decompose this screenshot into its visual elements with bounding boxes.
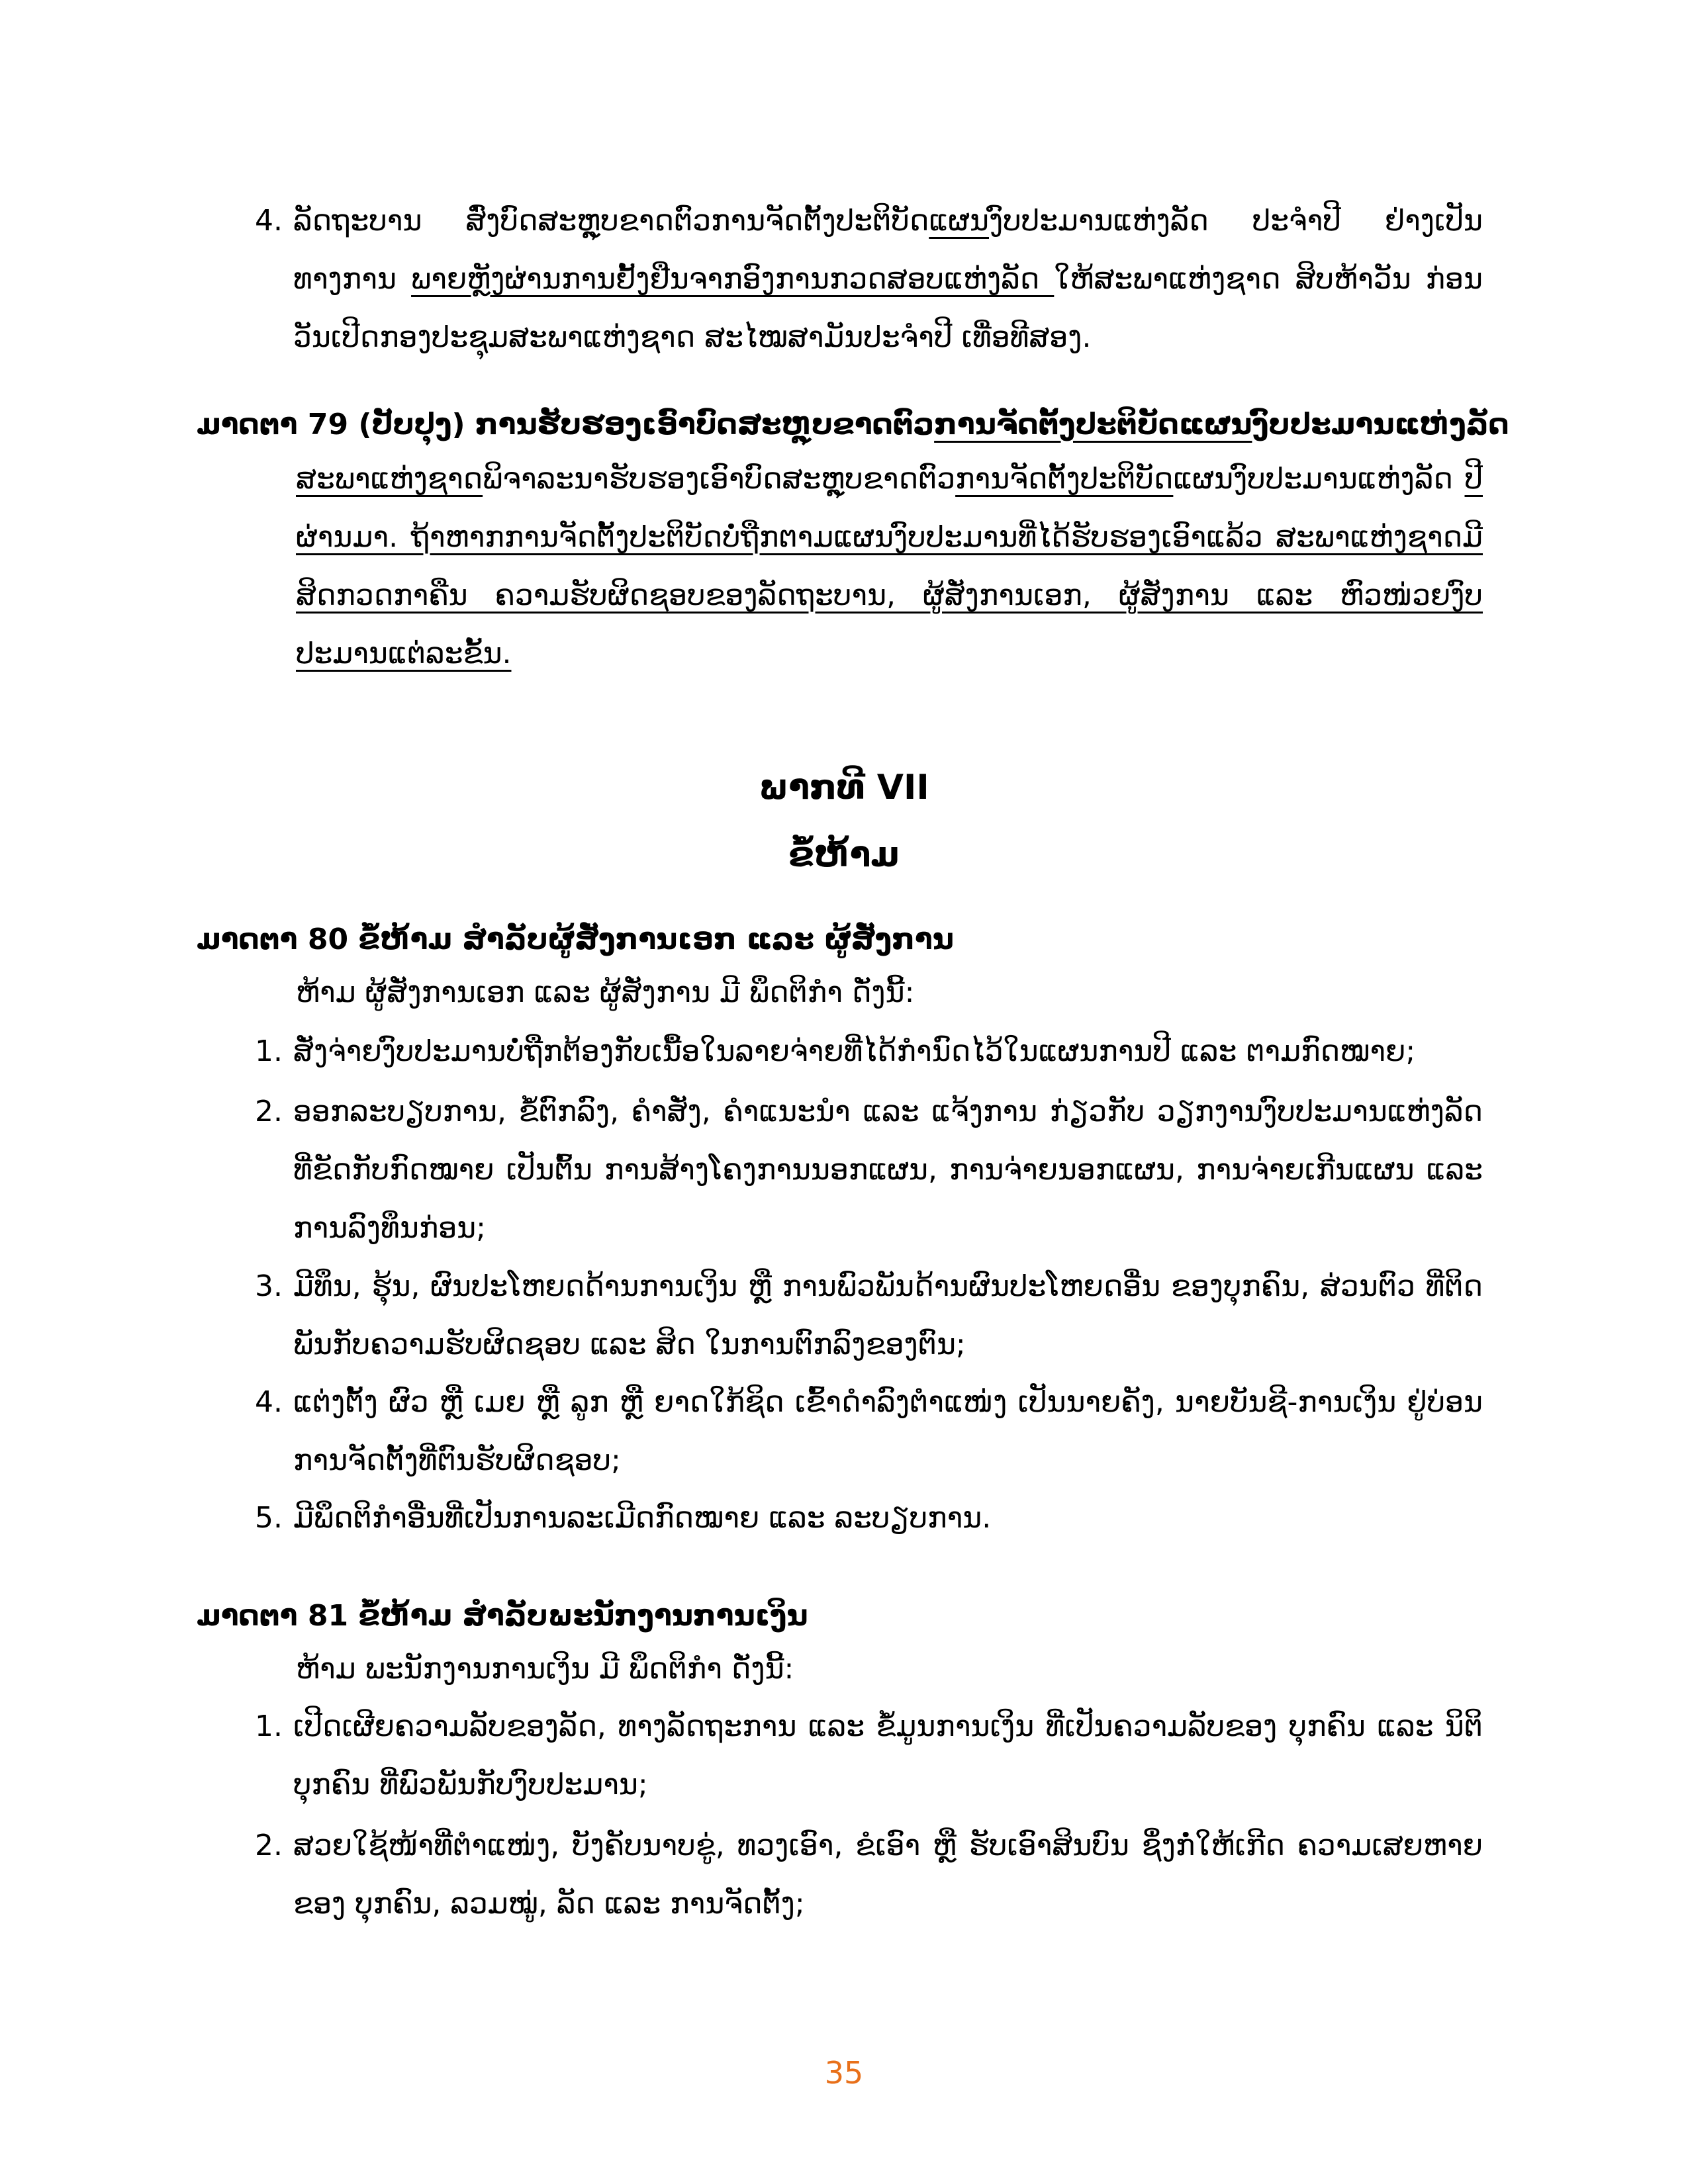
paragraph: [197, 450, 1483, 683]
underlined-text: ສະພາແຫ່ງຊາດ: [296, 462, 483, 496]
list-item-text: ເປີດເຜີຍຄວາມລັບຂອງລັດ, ທາງລັດຖະການ ແລະ ຂໍ້ມູນການເງິນ ທີ່ເປັນຄວາມລັບຂອງ ບຸກຄົນ ແລະ ນິຕິບຸກຄົນ ທີ່ພົວພັນກັບງົບປະມານ;: [293, 1709, 1483, 1801]
part-subtitle: ຂໍ້ຫ້າມ: [788, 835, 900, 875]
article-80-item-1: [255, 1023, 1483, 1081]
list-number: 4.: [255, 1385, 283, 1419]
list-number: 4.: [255, 204, 283, 238]
article-80-item-2: [255, 1083, 1483, 1257]
text-segment: ລັດຖະບານ ສົ່ງບົດສະຫຼຸບຂາດຕົວການຈັດຕັ້ງປະຕິບັດ: [293, 204, 929, 238]
text-segment: ງົບປະມານແຫ່ງລັດ ປະຈຳປີ ຢ່າງເປັນທາງການ: [293, 204, 1483, 296]
list-number: 5.: [255, 1501, 283, 1535]
underlined-text: ການຈັດຕັ້ງປະຕິບັດ: [955, 462, 1174, 496]
part-title: ພາກທີ VII: [759, 768, 929, 807]
page-number: 35: [824, 2055, 864, 2091]
underlined-text: ແຜນ: [929, 204, 989, 238]
article-79-body: [197, 450, 1483, 683]
list-number: 1.: [255, 1709, 283, 1743]
list-number: 2.: [255, 1095, 283, 1128]
article-80-item-3: [255, 1257, 1483, 1374]
underlined-text: ພາຍຫຼັງຜ່ານການຢັ້ງຢືນຈາກອົງການກວດສອບແຫ່ງລັດ: [411, 262, 1055, 296]
list-item-text: ສັ່ງຈ່າຍງົບປະມານບໍ່ຖືກຕ້ອງກັບເນື້ອໃນລາຍຈ່າຍທີ່ໄດ້ກຳນົດໄວ້ໃນແຜນການປີ ແລະ ຕາມກົດໝາຍ;: [293, 1034, 1416, 1068]
article-81-item-2: [255, 1817, 1483, 1933]
article-80-heading: ມາດຕາ 80 ຂໍ້ຫ້າມ ສຳລັບຜູ້ສັ່ງການເອກ ແລະ ຜູ້ສັ່ງການ: [197, 923, 954, 956]
heading-text: ງົບປະມານແຫ່ງລັດ: [1252, 408, 1509, 441]
text-segment: ໃຫ້ສະພາແຫ່ງຊາດ ສິບຫ້າວັນ ກ່ອນວັນເປີດກອງປະຊຸມສະພາແຫ່ງຊາດ ສະໄໝສາມັນປະຈຳປີ ເທື່ອທີສອງ.: [293, 262, 1483, 354]
text-segment: ພິຈາລະນາຮັບຮອງເອົາບົດສະຫຼຸບຂາດຕົວ: [483, 462, 956, 496]
article-80-intro: ຫ້າມ ຜູ້ສັ່ງການເອກ ແລະ ຜູ້ສັ່ງການ ມີ ພຶດຕິກຳ ດັ່ງນີ້:: [296, 976, 915, 1009]
list-number: 2.: [255, 1829, 283, 1862]
article-78-item-4: [255, 192, 1483, 367]
list-item-text: ມີພຶດຕິກຳອື່ນທີ່ເປັນການລະເມີດກົດໝາຍ ແລະ ລະບຽບການ.: [293, 1501, 992, 1535]
list-number: 1.: [255, 1034, 283, 1068]
list-item-text: [293, 192, 1483, 367]
article-80-item-5: [255, 1489, 1483, 1547]
article-79-heading: [197, 398, 1509, 451]
heading-text: ມາດຕາ 79 (ປັບປຸງ) ການຮັບຮອງເອົາບົດສະຫຼຸບຂາດຕົວ: [197, 408, 935, 441]
list-item-text: ມີທຶນ, ຮຸ້ນ, ຜົນປະໂຫຍດດ້ານການເງິນ ຫຼື ການພົວພັນດ້ານຜົນປະໂຫຍດອື່ນ ຂອງບຸກຄົນ, ສ່ວນຕົວ ທີ່ຕິດພັນກັບຄວາມຮັບຜິດຊອບ ແລະ ສິດ ໃນການຕົກລົງຂອງຕົນ;: [293, 1269, 1483, 1361]
underlined-text: ການຈັດຕັ້ງປະຕິບັດແຜນ: [934, 408, 1252, 441]
list-item-text: ອອກລະບຽບການ, ຂໍ້ຕົກລົງ, ຄຳສັ່ງ, ຄຳແນະນຳ ແລະ ແຈ້ງການ ກ່ຽວກັບ ວຽກງານງົບປະມານແຫ່ງລັດ ທີ່ຂັດກັບກົດໝາຍ ເປັນຕົ້ນ ການສ້າງໂຄງການນອກແຜນ, ການຈ່າຍນອກແຜນ, ການຈ່າຍເກີນແຜນ ແລະ ການລົງທຶນກ່ອນ;: [293, 1095, 1483, 1245]
article-81-intro: ຫ້າມ ພະນັກງານການເງິນ ມີ ພຶດຕິກຳ ດັ່ງນີ້:: [296, 1652, 794, 1686]
text-segment: ແຜນງົບປະມານແຫ່ງລັດ: [1173, 462, 1465, 496]
list-item-text: ແຕ່ງຕັ້ງ ຜົວ ຫຼື ເມຍ ຫຼື ລູກ ຫຼື ຍາດໃກ້ຊິດ ເຂົ້າດຳລົງຕຳແໜ່ງ ເປັນນາຍຄັງ, ນາຍບັນຊີ-ການເງິນ ຢູ່ບ່ອນການຈັດຕັ້ງທີ່ຕົນຮັບຜິດຊອບ;: [293, 1385, 1483, 1477]
article-80-item-4: [255, 1373, 1483, 1490]
underlined-text: ປີຜ່ານມາ. ຖ້າຫາກການຈັດຕັ້ງປະຕິບັດບໍ່ຖືກຕາມແຜນງົບປະມານທີ່ໄດ້ຮັບຮອງເອົາແລ້ວ ສະພາແຫ່ງຊາດມີສິດກວດກາຄືນ ຄວາມຮັບຜິດຊອບຂອງລັດຖະບານ, ຜູ້ສັ່ງການເອກ, ຜູ້ສັ່ງການ ແລະ ຫົວໜ່ວຍງົບປະມານແຕ່ລະຂັ້ນ.: [296, 462, 1483, 670]
article-81-heading: ມາດຕາ 81 ຂໍ້ຫ້າມ ສຳລັບພະນັກງານການເງິນ: [197, 1599, 808, 1633]
list-number: 3.: [255, 1269, 283, 1303]
list-item-text: ສວຍໃຊ້ໜ້າທີ່ຕຳແໜ່ງ, ບັງຄັບນາບຂູ່, ທວງເອົາ, ຂໍເອົາ ຫຼື ຮັບເອົາສິນບົນ ຊຶ່ງກໍ່ໃຫ້ເກີດ ຄວາມເສຍຫາຍຂອງ ບຸກຄົນ, ລວມໝູ່, ລັດ ແລະ ການຈັດຕັ້ງ;: [293, 1829, 1483, 1921]
article-81-item-1: [255, 1698, 1483, 1814]
